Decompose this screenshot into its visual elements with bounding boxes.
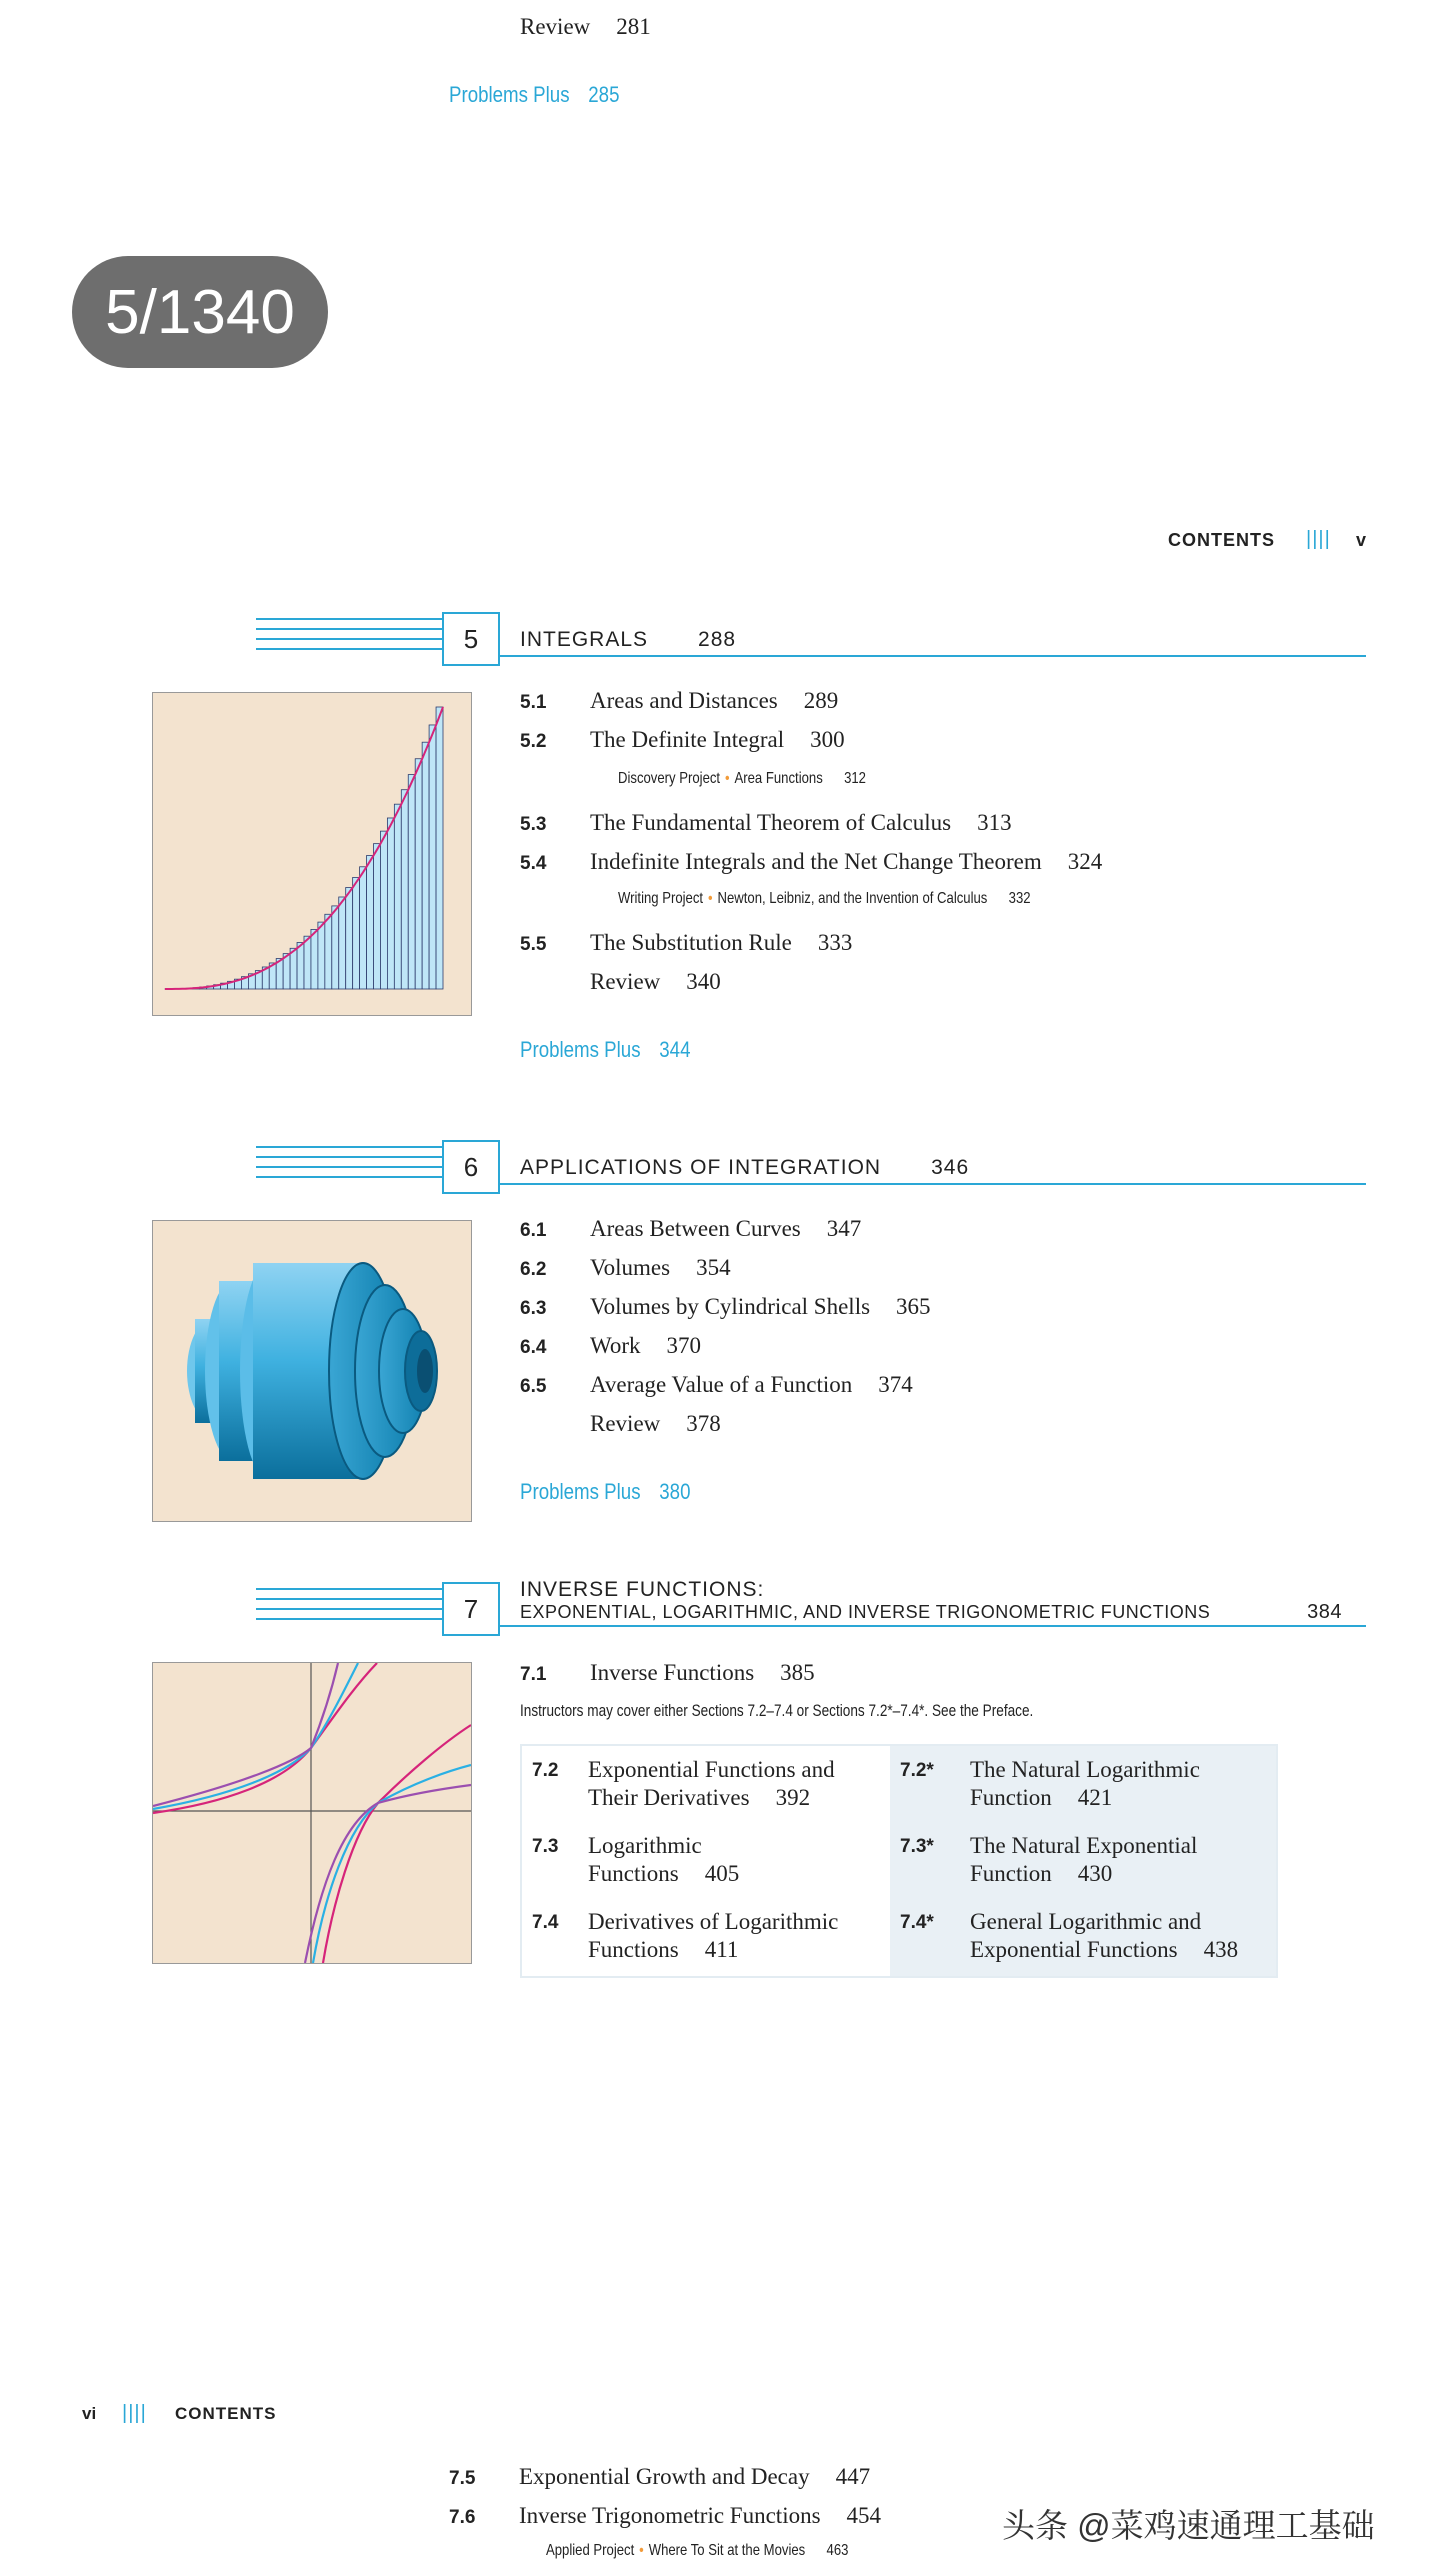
section-title: Inverse Trigonometric Functions <box>519 2503 821 2528</box>
chapter-6-rule <box>256 1146 442 1148</box>
chapter-7-rule <box>256 1618 442 1620</box>
review-label: Review <box>590 969 661 994</box>
cell-line2: Functions <box>588 1861 679 1886</box>
table-cell-7-3[interactable] <box>588 1832 888 1888</box>
riemann-bar <box>436 707 443 989</box>
riemann-bar <box>290 948 297 989</box>
cell-page: 438 <box>1203 1937 1239 1962</box>
section-number: 5.1 <box>520 692 547 713</box>
table-section-number: 7.2* <box>900 1760 934 1781</box>
problems-plus-344[interactable] <box>520 1037 690 1063</box>
riemann-bar <box>422 742 429 989</box>
project-title: Area Functions <box>734 770 823 787</box>
chapter-6-rule <box>256 1156 442 1158</box>
problems-plus-label: Problems Plus <box>449 82 570 107</box>
chapter-6-rule <box>256 1176 442 1178</box>
riemann-bar <box>318 922 325 989</box>
contents-header: CONTENTS <box>1168 530 1275 550</box>
cell-line1: Derivatives of Logarithmic <box>588 1909 839 1934</box>
chapter-5-number: 5 <box>442 612 500 666</box>
solid-of-revolution-illustration <box>152 1220 472 1522</box>
table-cell-7-3-star[interactable] <box>970 1832 1270 1888</box>
instructor-note: Instructors may cover either Sections 7.2–7.4 or Sections 7.2*–7.4*. See the Preface. <box>520 1701 1034 1720</box>
section-number: 5.2 <box>520 731 547 752</box>
writing-project-newton-leibniz[interactable] <box>618 890 1031 908</box>
page-counter: 5/1340 <box>72 256 328 368</box>
cell-line2: Function <box>970 1785 1052 1810</box>
table-section-number: 7.3 <box>532 1836 559 1857</box>
section-title: Areas Between Curves <box>590 1216 801 1241</box>
section-number: 7.5 <box>449 2468 476 2489</box>
exp-log-graph <box>153 1663 471 1963</box>
cell-line1: The Natural Exponential <box>970 1833 1198 1858</box>
cell-page: 411 <box>704 1937 739 1962</box>
section-number: 6.4 <box>520 1337 547 1358</box>
chapter-page: 346 <box>931 1156 970 1179</box>
section-title: The Substitution Rule <box>590 930 792 955</box>
review-page: 378 <box>686 1411 721 1436</box>
section-title: Volumes by Cylindrical Shells <box>590 1294 871 1319</box>
section-page: 365 <box>896 1294 931 1319</box>
table-section-number: 7.4* <box>900 1912 934 1933</box>
chapter-6-underline <box>498 1183 1366 1185</box>
footer-roman: vi <box>82 2404 97 2423</box>
chapter-6-title[interactable] <box>520 1156 969 1180</box>
riemann-bar <box>360 867 367 989</box>
section-number: 7.6 <box>449 2507 476 2528</box>
review-page: 340 <box>686 969 721 994</box>
chapter-5-title[interactable] <box>520 628 736 652</box>
table-section-number: 7.3* <box>900 1836 934 1857</box>
chapter-7-number: 7 <box>442 1582 500 1636</box>
section-page: 454 <box>846 2503 882 2528</box>
cell-line2: Functions <box>588 1937 679 1962</box>
riemann-bar <box>429 725 436 989</box>
section-page: 374 <box>878 1372 913 1397</box>
problems-plus-label: Problems Plus <box>520 1037 641 1062</box>
problems-plus-285[interactable] <box>449 82 619 108</box>
table-cell-7-4-star[interactable] <box>970 1908 1270 1964</box>
chapter-title-text: INTEGRALS <box>520 628 649 651</box>
cell-page: 392 <box>775 1785 811 1810</box>
section-page: 447 <box>835 2464 871 2489</box>
riemann-bar <box>325 914 332 989</box>
section-number: 7.1 <box>520 1664 547 1685</box>
section-number: 5.4 <box>520 853 547 874</box>
cell-line2: Function <box>970 1861 1052 1886</box>
solid-of-revolution-graphic <box>153 1221 471 1521</box>
problems-plus-page: 344 <box>659 1037 691 1062</box>
riemann-sum-graph <box>153 693 471 1015</box>
cell-page: 421 <box>1077 1785 1113 1810</box>
chapter-7-title-line1[interactable]: INVERSE FUNCTIONS: <box>520 1578 765 1601</box>
section-title: The Definite Integral <box>590 727 785 752</box>
section-title: The Fundamental Theorem of Calculus <box>590 810 952 835</box>
cell-line1: Exponential Functions and <box>588 1757 835 1782</box>
riemann-bar <box>346 888 353 989</box>
project-kind: Discovery Project <box>618 770 721 787</box>
chapter-page: 384 <box>1307 1601 1342 1623</box>
project-title: Where To Sit at the Movies <box>648 2542 806 2559</box>
riemann-bar <box>408 775 415 989</box>
section-title: Average Value of a Function <box>590 1372 853 1397</box>
bullet-icon: • <box>639 2542 644 2559</box>
section-page: 300 <box>810 727 845 752</box>
chapter-page: 288 <box>698 628 737 651</box>
header-roman: v <box>1356 530 1367 550</box>
chapter-title-text: EXPONENTIAL, LOGARITHMIC, AND INVERSE TRIGONOMETRIC FUNCTIONS <box>520 1602 1211 1622</box>
chapter-6-number: 6 <box>442 1140 500 1194</box>
section-choice-table <box>520 1744 1278 1978</box>
table-cell-7-4[interactable] <box>588 1908 888 1964</box>
footer-contents: CONTENTS <box>175 2404 277 2423</box>
section-number: 5.3 <box>520 814 547 835</box>
project-page: 312 <box>844 770 866 787</box>
riemann-bar <box>353 877 360 989</box>
table-section-number: 7.4 <box>532 1912 559 1933</box>
section-page: 385 <box>780 1660 815 1685</box>
section-number: 6.1 <box>520 1220 547 1241</box>
section-page: 324 <box>1067 849 1103 874</box>
toc-entry-review-340[interactable] <box>590 969 721 995</box>
section-number: 5.5 <box>520 934 547 955</box>
inverse-functions-illustration <box>152 1662 472 1964</box>
chapter-7-rule <box>256 1588 442 1590</box>
section-page: 333 <box>817 930 853 955</box>
watermark: 头条 @菜鸡速通理工基础 <box>1002 2507 1375 2544</box>
riemann-sum-illustration <box>152 692 472 1016</box>
chapter-7-underline <box>498 1625 1366 1627</box>
section-title: Inverse Functions <box>590 1660 755 1685</box>
footer-bars: |||| <box>122 2402 147 2424</box>
section-title: Volumes <box>590 1255 671 1280</box>
review-281 <box>520 14 651 40</box>
riemann-bar <box>297 942 304 989</box>
riemann-bar <box>304 936 311 989</box>
section-page: 289 <box>803 688 839 713</box>
project-kind: Writing Project <box>618 890 704 907</box>
section-number: 6.5 <box>520 1376 547 1397</box>
section-page: 313 <box>977 810 1012 835</box>
section-title: Areas and Distances <box>590 688 778 713</box>
chapter-5-rule <box>256 628 442 630</box>
riemann-bar <box>311 929 318 989</box>
cell-line1: General Logarithmic and <box>970 1909 1202 1934</box>
toc-entry-review-378[interactable] <box>590 1411 721 1437</box>
riemann-bar <box>332 906 339 989</box>
cell-page: 405 <box>704 1861 740 1886</box>
applied-project-movies[interactable] <box>546 2542 848 2560</box>
chapter-5-rule <box>256 618 442 620</box>
section-page: 370 <box>666 1333 702 1358</box>
problems-plus-label: Problems Plus <box>520 1479 641 1504</box>
table-cell-7-2-star[interactable] <box>970 1756 1270 1812</box>
riemann-bar <box>374 844 381 989</box>
problems-plus-380[interactable] <box>520 1479 690 1505</box>
chapter-5-underline <box>498 655 1366 657</box>
riemann-bar <box>401 790 408 989</box>
cell-line1: Logarithmic <box>588 1833 702 1858</box>
riemann-bar <box>339 897 346 989</box>
chapter-5-rule <box>256 638 442 640</box>
discovery-project-area-functions[interactable] <box>618 770 866 788</box>
chapter-7-rule <box>256 1608 442 1610</box>
table-cell-7-2[interactable] <box>588 1756 888 1812</box>
riemann-bar <box>394 804 401 989</box>
section-page: 354 <box>696 1255 731 1280</box>
riemann-bar <box>415 759 422 989</box>
review-label: Review <box>590 1411 661 1436</box>
review-label: Review <box>520 14 591 39</box>
header-bars: |||| <box>1306 528 1331 550</box>
problems-plus-page: 285 <box>588 82 620 107</box>
project-page: 463 <box>826 2542 849 2559</box>
riemann-bar <box>367 856 374 989</box>
project-title: Newton, Leibniz, and the Invention of Calculus <box>717 890 988 907</box>
section-title: Work <box>590 1333 641 1358</box>
problems-plus-page: 380 <box>659 1479 691 1504</box>
section-title: Indefinite Integrals and the Net Change Theorem <box>590 849 1042 874</box>
section-title: Exponential Growth and Decay <box>519 2464 810 2489</box>
chapter-7-rule <box>256 1598 442 1600</box>
chapter-title-text: APPLICATIONS OF INTEGRATION <box>520 1156 882 1179</box>
chapter-6-rule <box>256 1166 442 1168</box>
cell-page: 430 <box>1077 1861 1113 1886</box>
cell-line1: The Natural Logarithmic <box>970 1757 1200 1782</box>
chapter-7-title-line2[interactable] <box>520 1602 1350 1623</box>
cell-line2: Their Derivatives <box>588 1785 750 1810</box>
section-number: 6.2 <box>520 1259 547 1280</box>
section-number: 6.3 <box>520 1298 547 1319</box>
bullet-icon: • <box>724 770 730 787</box>
cell-line2: Exponential Functions <box>970 1937 1178 1962</box>
riemann-bar <box>387 818 394 989</box>
bullet-icon: • <box>707 890 713 907</box>
riemann-bar <box>380 831 387 989</box>
table-section-number: 7.2 <box>532 1760 559 1781</box>
project-page: 332 <box>1008 890 1031 907</box>
chapter-5-rule <box>256 648 442 650</box>
project-kind: Applied Project <box>546 2542 635 2559</box>
section-page: 347 <box>826 1216 862 1241</box>
review-page: 281 <box>616 14 651 39</box>
